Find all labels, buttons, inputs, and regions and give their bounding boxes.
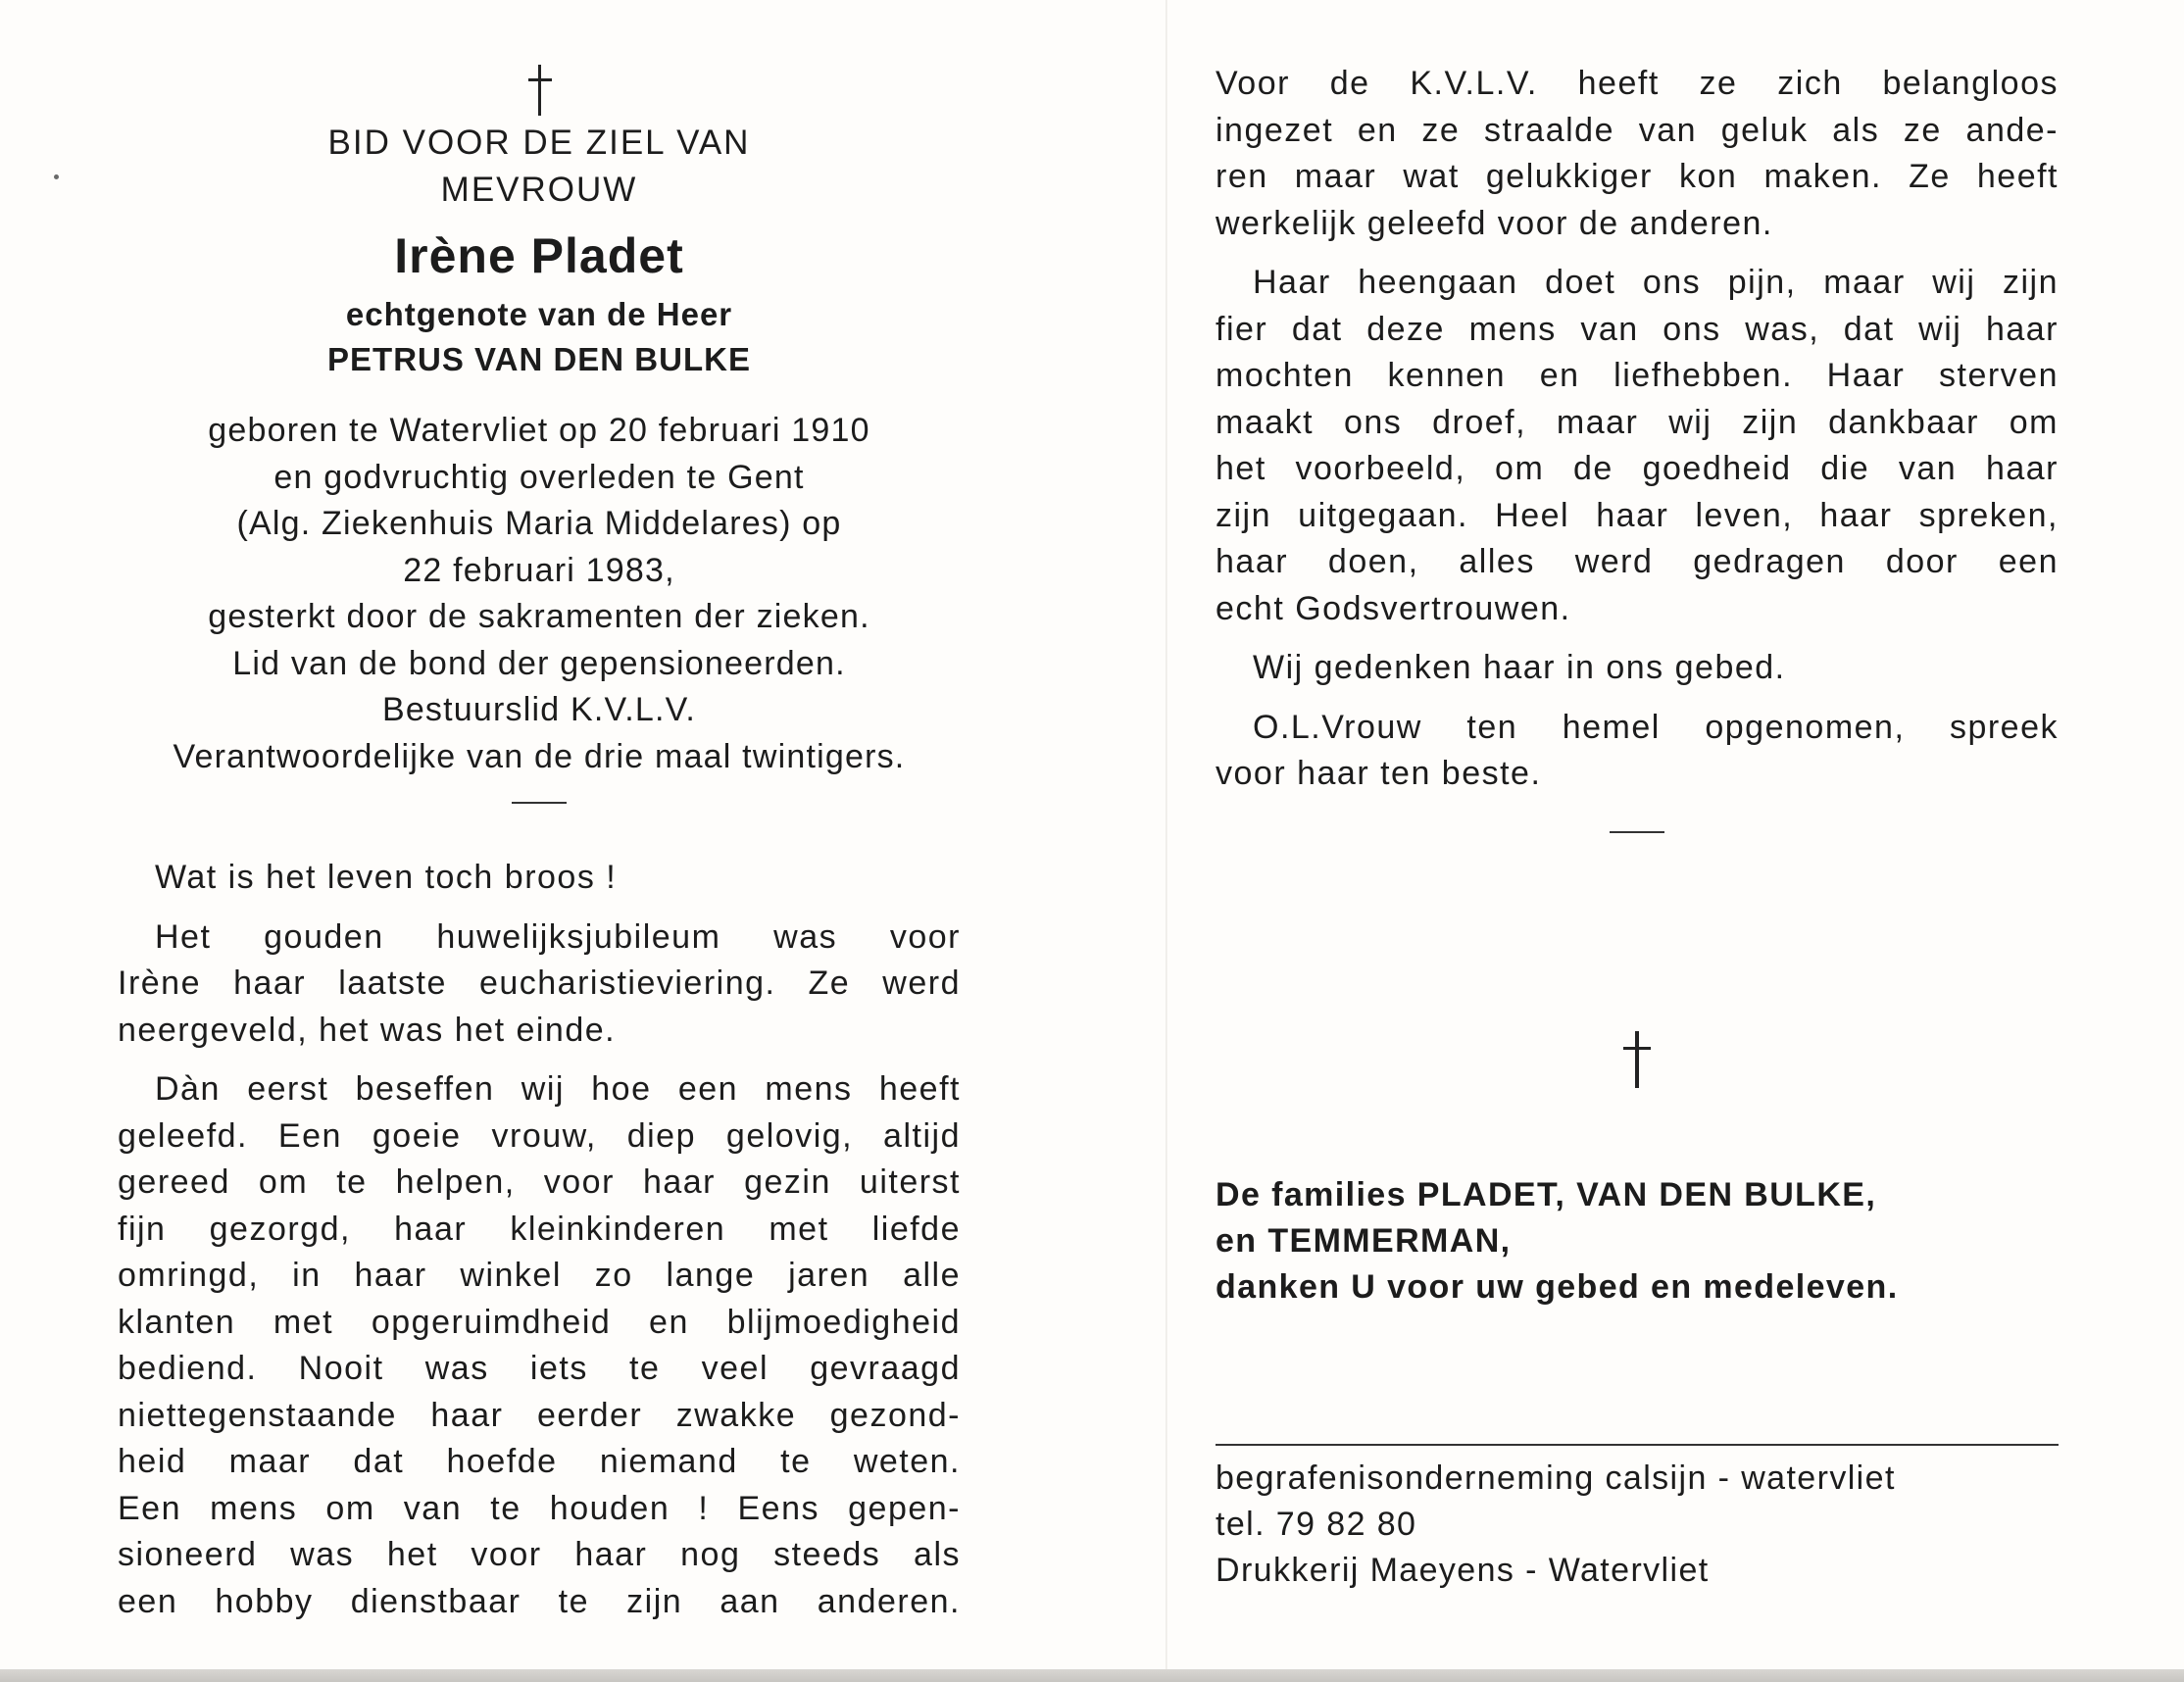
info-line: en godvruchtig overleden te Gent xyxy=(273,458,805,496)
info-line: Lid van de bond der gepensioneerden. xyxy=(232,644,846,682)
text-line: bediend. Nooit was iets te veel gevraagd xyxy=(118,1350,961,1387)
text-line: ren maar wat gelukkiger kon maken. Ze heeft xyxy=(1216,158,2059,195)
text-line: Wat is het leven toch broos ! xyxy=(155,859,618,896)
text-line: geleefd. Een goeie vrouw, diep gelovig, altijd xyxy=(118,1116,961,1155)
paragraph-2 xyxy=(118,915,961,1055)
text-line: fier dat deze mens van ons was, dat wij haar xyxy=(1216,310,2059,348)
text-line: neergeveld, het was het einde. xyxy=(118,1011,617,1049)
cross-icon xyxy=(522,61,556,120)
text-line: Dàn eerst beseffen wij hoe een mens heeft xyxy=(155,1070,961,1108)
text-line: omringd, in haar winkel zo lange jaren alle xyxy=(118,1257,961,1294)
family-thanks xyxy=(1216,1172,2059,1311)
printer-line: Drukkerij Maeyens - Watervliet xyxy=(1216,1551,1710,1589)
info-line: Verantwoordelijke van de drie maal twintigers. xyxy=(173,737,906,775)
family-line: De families PLADET, VAN DEN BULKE, xyxy=(1216,1175,1877,1213)
card-fold xyxy=(1166,0,1167,1682)
paragraph-1 xyxy=(118,855,961,902)
text-line: klanten met opgeruimdheid en blijmoedigheid xyxy=(118,1303,961,1341)
info-line: geboren te Watervliet op 20 februari 1910 xyxy=(208,412,870,449)
text-line: Het gouden huwelijksjubileum was voor xyxy=(155,917,961,956)
text-line: Een mens om van te houden ! Eens gepen- xyxy=(118,1489,961,1527)
text-line: niettegenstaande haar eerder zwakke gezond- xyxy=(118,1396,961,1434)
text-line: voor haar ten beste. xyxy=(1216,755,1542,792)
biography-info xyxy=(118,408,961,780)
text-line: maakt ons droef, maar wij zijn dankbaar om xyxy=(1216,403,2059,441)
text-line: ingezet en ze straalde van geluk als ze ande- xyxy=(1216,111,2059,149)
paragraph-3 xyxy=(118,1066,961,1625)
heading-line-1: BID VOOR DE ZIEL VAN xyxy=(327,124,751,162)
info-line: Bestuurslid K.V.L.V. xyxy=(381,691,697,728)
text-line: Haar heengaan doet ons pijn, maar wij zijn xyxy=(1253,264,2059,301)
cross-icon xyxy=(1617,1027,1657,1090)
paragraph-5 xyxy=(1216,260,2059,632)
info-line: gesterkt door de sakramenten der zieken. xyxy=(208,598,870,635)
printer-line: tel. 79 82 80 xyxy=(1216,1505,1417,1543)
text-line: Wij gedenken haar in ons gebed. xyxy=(1253,649,1786,686)
family-line: en TEMMERMAN, xyxy=(1216,1221,1512,1260)
text-line: mochten kennen en liefhebben. Haar sterven xyxy=(1216,357,2059,394)
paragraph-7 xyxy=(1216,705,2059,798)
deceased-name: Irène Pladet xyxy=(394,228,684,283)
text-line: een hobby dienstbaar te zijn aan anderen. xyxy=(118,1582,961,1620)
paper-speck xyxy=(54,174,59,179)
text-line: Irène haar laatste eucharistieviering. Ze werd xyxy=(118,965,961,1002)
printer-line: begrafenisonderneming calsijn - watervliet xyxy=(1216,1459,1896,1497)
paragraph-6 xyxy=(1216,645,2059,692)
heading-line-2: MEVROUW xyxy=(440,171,638,209)
text-line: O.L.Vrouw ten hemel opgenomen, spreek xyxy=(1253,708,2059,746)
text-line: heid maar dat hoefde niemand te weten. xyxy=(118,1443,961,1480)
left-page xyxy=(118,61,961,1638)
text-line: fijn gezorgd, haar kleinkinderen met liefde xyxy=(118,1210,961,1248)
printer-info xyxy=(1216,1456,2059,1594)
paragraph-4 xyxy=(1216,61,2059,247)
spouse-line-2: PETRUS VAN DEN BULKE xyxy=(327,341,751,377)
text-line: zijn uitgegaan. Heel haar leven, haar spreken, xyxy=(1216,496,2059,534)
text-line: gereed om te helpen, voor haar gezin uiterst xyxy=(118,1163,961,1201)
text-line: sioneerd was het voor haar nog steeds als xyxy=(118,1536,961,1573)
text-line: het voorbeeld, om de goedheid die van haar xyxy=(1216,450,2059,487)
right-page xyxy=(1216,61,2059,1594)
card-bottom-edge xyxy=(0,1669,2184,1682)
family-line: danken U voor uw gebed en medeleven. xyxy=(1216,1267,1899,1306)
info-line: 22 februari 1983, xyxy=(403,551,675,589)
info-line: (Alg. Ziekenhuis Maria Middelares) op xyxy=(236,505,842,542)
text-line: haar doen, alles werd gedragen door een xyxy=(1216,543,2059,580)
text-line: werkelijk geleefd voor de anderen. xyxy=(1216,204,1773,242)
text-line: Voor de K.V.L.V. heeft ze zich belangloos xyxy=(1216,65,2059,102)
spouse-line-1: echtgenote van de Heer xyxy=(345,296,733,332)
text-line: echt Godsvertrouwen. xyxy=(1216,589,1571,627)
